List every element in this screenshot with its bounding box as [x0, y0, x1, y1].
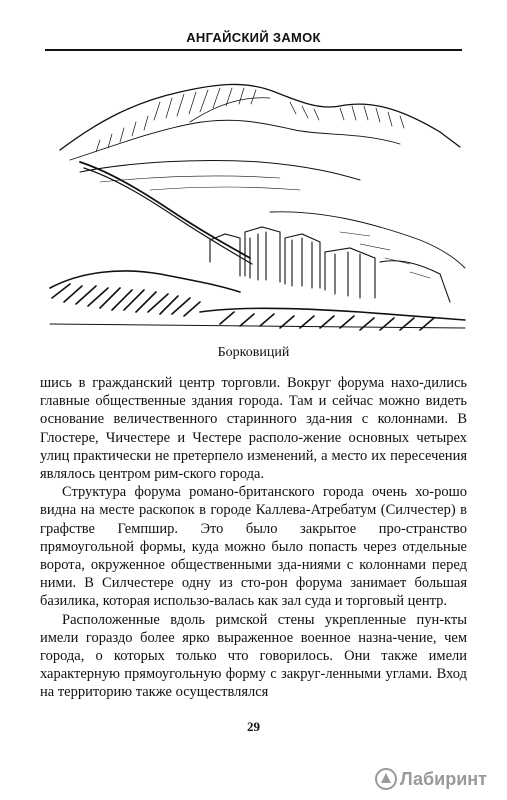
body-text	[40, 374, 467, 702]
paragraph-3: Расположенные вдоль римской стены укрепленные пун-кты имели гораздо более ярко выраженное военное назна-чение, чем города, о которых только что говорилось. Они также имели характерную прямоугольную форму с закруг-ленными углами. Вход на территорию также осуществлялся	[40, 611, 467, 701]
figure-caption: Борковиций	[217, 345, 290, 360]
paragraph-1: шись в гражданский центр торговли. Вокруг форума нахо-дились главные общественные здания города. Там и сейчас можно видеть основание величественного старинного зда-ния с колоннами. В Глостере, Чичестере и Честере располо-жение основных четырех улиц практически не претерпело изменений, а место их пересечения являлось центром рим-ского города.	[40, 375, 467, 483]
watermark-text: Лабиринт	[399, 768, 487, 789]
header-rule	[45, 49, 462, 51]
paragraph-2: Структура форума романо-британского города очень хо-рошо видна на месте раскопок в городе Каллева-Атребатум (Силчестер) в графстве Гемпшир. Это было закрытое про-странство прямоугольной формы, куда можно было попасть через отдельные ворота, окруженное общественными зда-ниями с колоннами перед ними. В Силчестере одну из сто-рон форума занимает большая базилика, которая использо-валась как зал суда и торговый центр.	[40, 484, 467, 610]
page-number: 29	[247, 719, 260, 734]
running-header: АНГАЙСКИЙ ЗАМОК	[186, 30, 321, 45]
landscape-illustration	[40, 62, 470, 334]
labyrinth-logo-icon	[375, 768, 397, 790]
watermark	[375, 768, 487, 790]
